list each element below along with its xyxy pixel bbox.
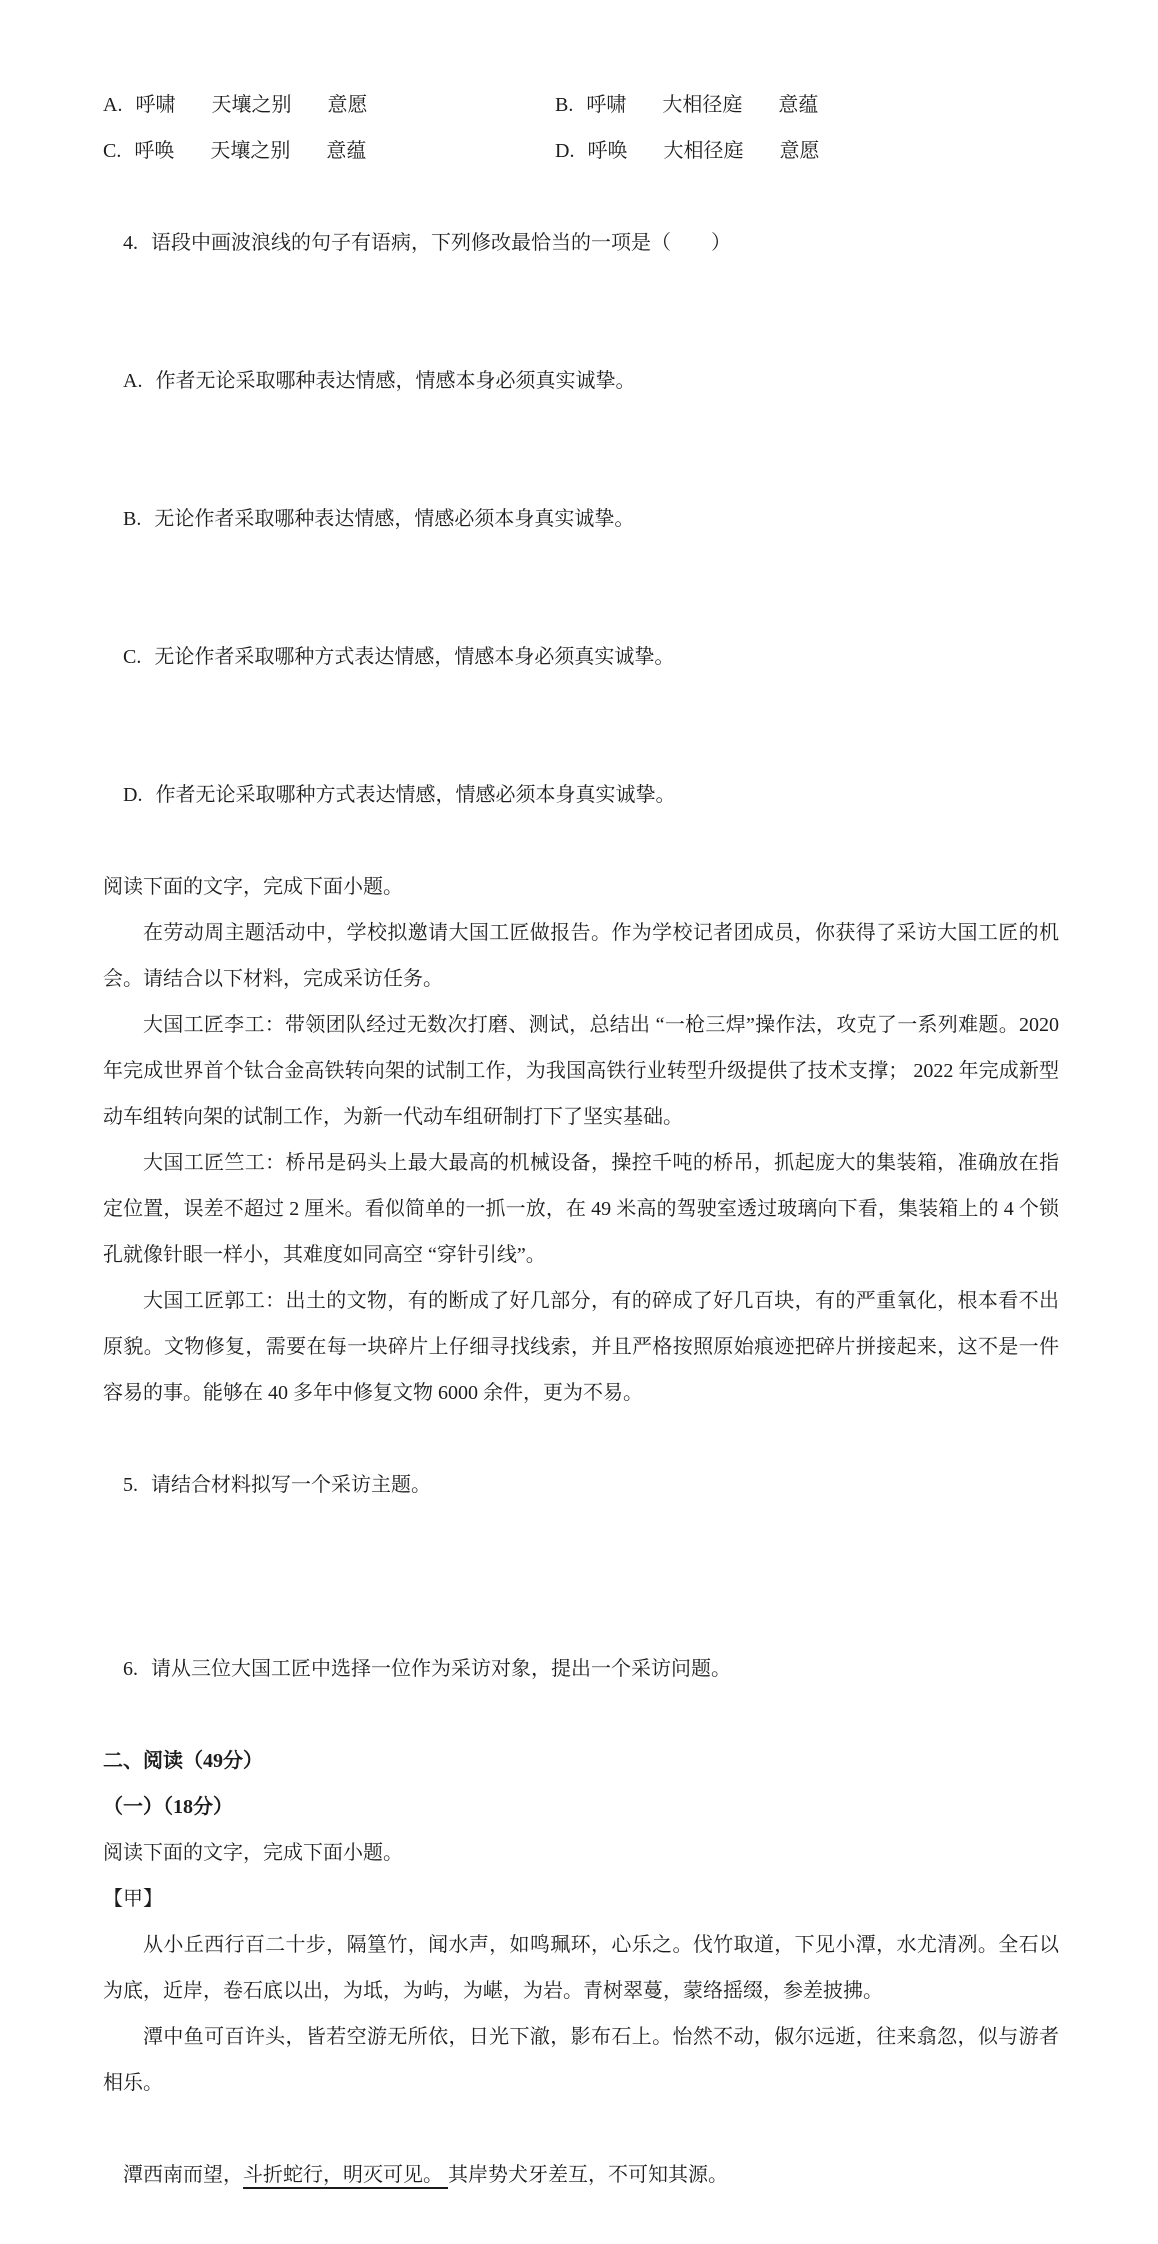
passage-jia-paragraph-2: 潭中鱼可百许头，皆若空游无所依，日光下澈，影布石上。怡然不动，俶尔远逝，往来翕忽，似与游者相乐。 (103, 2026, 1059, 2094)
option-text: 无论作者采取哪种方式表达情感，情感本身必须真实诚挚。 (154, 646, 675, 668)
passage-segment: 潭西南而望， (123, 2164, 243, 2186)
option-word: 呼啸 (586, 94, 627, 116)
option-label: C. (103, 140, 122, 162)
option-text: 作者无论采取哪种表达情感，情感本身必须真实诚挚。 (155, 370, 636, 392)
option-label: B. (123, 508, 142, 530)
answer-blank-space (103, 1554, 1059, 1600)
q5-stem (103, 1416, 1059, 1554)
q6-stem (103, 1600, 1059, 1738)
question-text: 语段中画波浪线的句子有语病，下列修改最恰当的一项是（ ） (151, 232, 731, 254)
material-craftsman-guo: 大国工匠郭工：出土的文物，有的断成了好几部分，有的碎成了好几百块，有的严重氧化，根本看不出原貌。文物修复，需要在每一块碎片上仔细寻找线索，并且严格按照原始痕迹把碎片拼接起来，这不是一件容易的事。能够在 40 多年中修复文物 6000 余件，更为不易。 (103, 1290, 1059, 1404)
question-number: 6. (123, 1658, 138, 1680)
q3-option-d (555, 128, 1007, 174)
option-word: 呼唤 (134, 140, 175, 162)
option-word: 大相径庭 (663, 140, 744, 162)
option-word: 大相径庭 (662, 94, 743, 116)
q4-stem (103, 174, 1059, 312)
option-word: 天壤之别 (211, 94, 292, 116)
q4-option-a (103, 312, 1059, 450)
option-text: 无论作者采取哪种表达情感，情感必须本身真实诚挚。 (154, 508, 635, 530)
q4-option-d (103, 726, 1059, 864)
q3-options-row-2 (103, 128, 1059, 174)
option-label: D. (123, 784, 143, 806)
reading-instruction: 阅读下面的文字，完成下面小题。 (103, 876, 403, 898)
reading-instruction-2: 阅读下面的文字，完成下面小题。 (103, 1842, 403, 1864)
option-word: 意愿 (779, 140, 820, 162)
option-label: A. (123, 370, 143, 392)
passage-jia-label: 【甲】 (103, 1888, 163, 1910)
option-word: 意蕴 (778, 94, 819, 116)
option-word: 意愿 (327, 94, 368, 116)
option-label: B. (555, 94, 574, 116)
question-number: 5. (123, 1474, 138, 1496)
underlined-passage-segment: 斗折蛇行，明灭可见。 (243, 2164, 448, 2186)
q3-options-row-1 (103, 82, 1059, 128)
q3-option-c (103, 128, 555, 174)
section-part-title: （一）（18分） (103, 1796, 233, 1818)
q3-option-a (103, 82, 555, 128)
q3-option-b (555, 82, 1007, 128)
option-label: A. (103, 94, 123, 116)
question-text: 请结合材料拟写一个采访主题。 (151, 1474, 431, 1496)
question-number: 4. (123, 232, 138, 254)
passage-jia-paragraph-3 (103, 2106, 1059, 2244)
option-text: 作者无论采取哪种方式表达情感，情感必须本身真实诚挚。 (155, 784, 676, 806)
q4-option-b (103, 450, 1059, 588)
passage-jia-paragraph-1: 从小丘西行百二十步，隔篁竹，闻水声，如鸣珮环，心乐之。伐竹取道，下见小潭，水尤清冽。全石以为底，近岸，卷石底以出，为坻，为屿，为嵁，为岩。青树翠蔓，蒙络摇缀，参差披拂。 (103, 1934, 1059, 2002)
material-craftsman-li: 大国工匠李工：带领团队经过无数次打磨、测试，总结出 “一枪三焊”操作法，攻克了一系列难题。2020 年完成世界首个钛合金高铁转向架的试制工作，为我国高铁行业转型升级提供了技术支撑； 2022 年完成新型动车组转向架的试制工作，为新一代动车组研制打下了坚实基础。 (103, 1014, 1064, 1128)
q4-option-c (103, 588, 1059, 726)
option-word: 呼唤 (587, 140, 628, 162)
option-word: 呼啸 (135, 94, 176, 116)
option-label: D. (555, 140, 575, 162)
option-label: C. (123, 646, 142, 668)
passage-segment: 其岸势犬牙差互，不可知其源。 (448, 2164, 728, 2186)
option-word: 天壤之别 (210, 140, 291, 162)
material-lead-paragraph: 在劳动周主题活动中，学校拟邀请大国工匠做报告。作为学校记者团成员，你获得了采访大国工匠的机会。请结合以下材料，完成采访任务。 (103, 922, 1059, 990)
material-craftsman-zhu: 大国工匠竺工：桥吊是码头上最大最高的机械设备，操控千吨的桥吊，抓起庞大的集装箱，准确放在指定位置，误差不超过 2 厘米。看似简单的一抓一放，在 49 米高的驾驶室透过玻璃向下看，集装箱上的 4 个锁孔就像针眼一样小，其难度如同高空 “穿针引线”。 (103, 1152, 1059, 1266)
section-title: 二、阅读（49分） (103, 1750, 263, 1772)
option-word: 意蕴 (326, 140, 367, 162)
question-text: 请从三位大国工匠中选择一位作为采访对象，提出一个采访问题。 (151, 1658, 731, 1680)
